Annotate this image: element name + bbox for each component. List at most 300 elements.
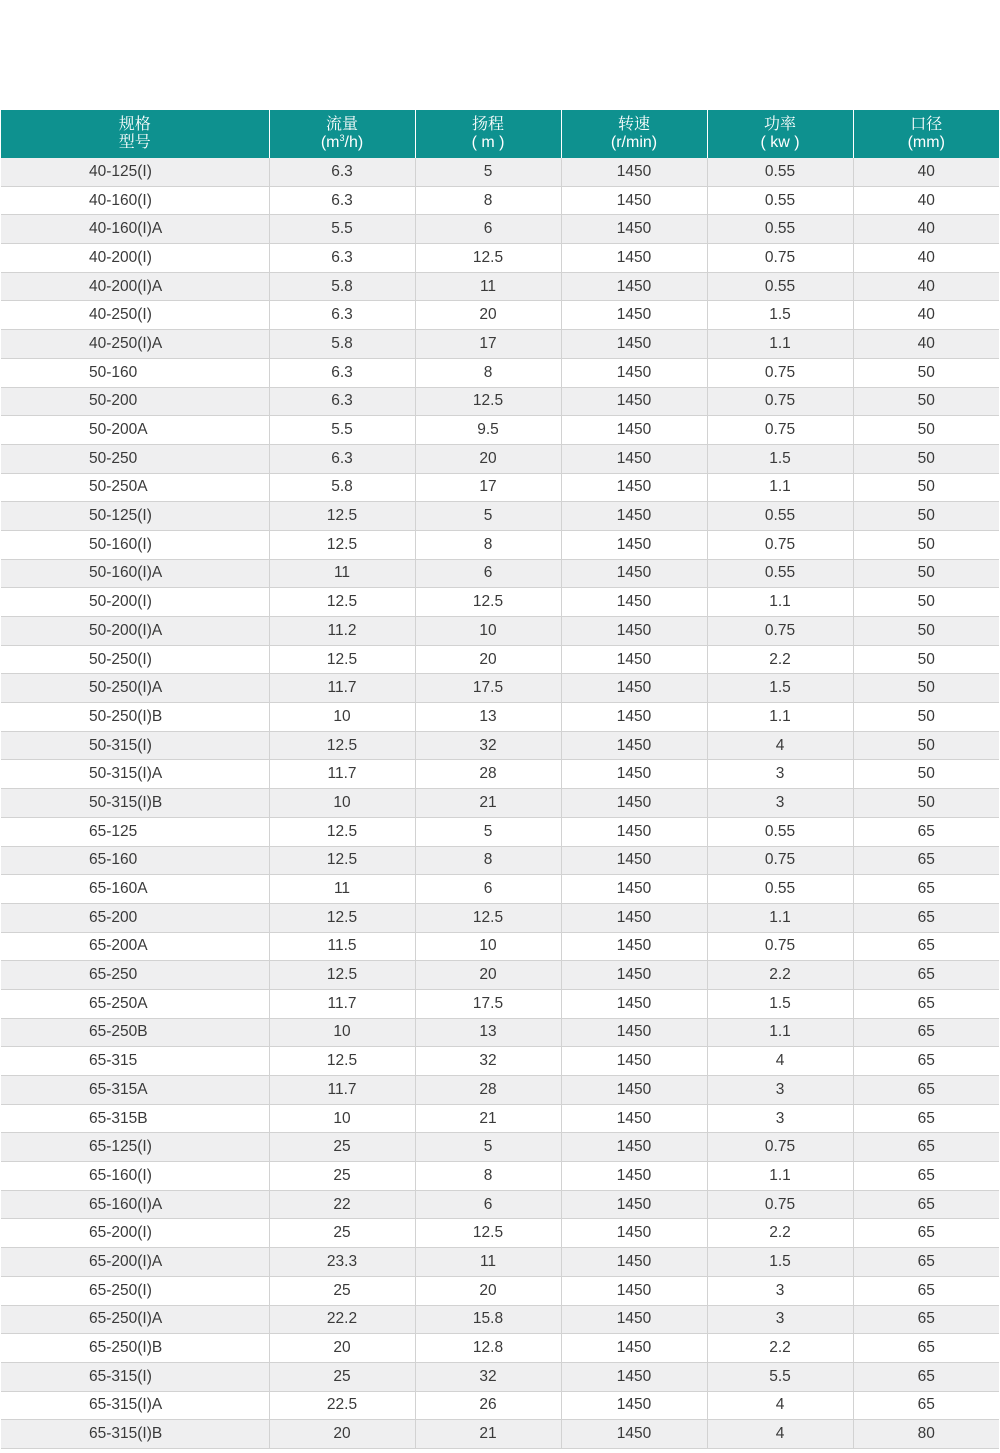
cell-diameter: 50: [853, 731, 999, 760]
cell-power: 0.55: [707, 817, 853, 846]
cell-flow: 10: [269, 1018, 415, 1047]
cell-model: 40-200(I)A: [1, 272, 269, 301]
cell-power: 0.55: [707, 875, 853, 904]
cell-head: 6: [415, 559, 561, 588]
table-row: [1, 559, 999, 588]
cell-diameter: 65: [853, 1219, 999, 1248]
cell-speed: 1450: [561, 244, 707, 273]
table-row: [1, 473, 999, 502]
cell-flow: 6.3: [269, 186, 415, 215]
cell-head: 6: [415, 215, 561, 244]
cell-model: 65-315(I): [1, 1362, 269, 1391]
cell-flow: 12.5: [269, 502, 415, 531]
cell-speed: 1450: [561, 1133, 707, 1162]
cell-power: 4: [707, 1391, 853, 1420]
table-row: [1, 932, 999, 961]
cell-diameter: 40: [853, 244, 999, 273]
table-header: [1, 110, 999, 158]
cell-flow: 5.5: [269, 215, 415, 244]
cell-power: 0.55: [707, 559, 853, 588]
cell-flow: 20: [269, 1334, 415, 1363]
cell-flow: 6.3: [269, 301, 415, 330]
cell-model: 50-250(I)B: [1, 703, 269, 732]
cell-flow: 11.7: [269, 674, 415, 703]
table-row: [1, 530, 999, 559]
cell-flow: 12.5: [269, 1047, 415, 1076]
header-power: 功率 ( kw ): [707, 110, 853, 158]
header-head: 扬程 ( m ): [415, 110, 561, 158]
cell-power: 3: [707, 1076, 853, 1105]
cell-power: 0.75: [707, 617, 853, 646]
cell-flow: 11: [269, 559, 415, 588]
cell-diameter: 50: [853, 588, 999, 617]
cell-head: 28: [415, 1076, 561, 1105]
cell-power: 0.55: [707, 272, 853, 301]
cell-diameter: 80: [853, 1420, 999, 1449]
cell-power: 1.1: [707, 330, 853, 359]
cell-power: 1.5: [707, 301, 853, 330]
cell-head: 21: [415, 789, 561, 818]
cell-flow: 25: [269, 1162, 415, 1191]
cell-flow: 5.5: [269, 416, 415, 445]
cell-diameter: 65: [853, 1276, 999, 1305]
cell-speed: 1450: [561, 1219, 707, 1248]
cell-model: 65-315A: [1, 1076, 269, 1105]
cell-model: 50-250(I)A: [1, 674, 269, 703]
cell-power: 0.75: [707, 530, 853, 559]
cell-diameter: 65: [853, 1334, 999, 1363]
cell-head: 12.5: [415, 903, 561, 932]
table-row: [1, 330, 999, 359]
cell-model: 65-250: [1, 961, 269, 990]
cell-head: 17: [415, 330, 561, 359]
cell-head: 5: [415, 1133, 561, 1162]
table-row: [1, 903, 999, 932]
cell-head: 12.5: [415, 387, 561, 416]
cell-head: 32: [415, 1047, 561, 1076]
cell-speed: 1450: [561, 416, 707, 445]
cell-flow: 20: [269, 1420, 415, 1449]
table-row: [1, 301, 999, 330]
cell-diameter: 65: [853, 1133, 999, 1162]
cell-diameter: 50: [853, 358, 999, 387]
cell-flow: 12.5: [269, 903, 415, 932]
table-row: [1, 1190, 999, 1219]
cell-head: 10: [415, 617, 561, 646]
cell-speed: 1450: [561, 158, 707, 186]
cell-diameter: 40: [853, 330, 999, 359]
table-body: [1, 158, 999, 1448]
cell-diameter: 40: [853, 301, 999, 330]
cell-diameter: 40: [853, 272, 999, 301]
table-row: [1, 846, 999, 875]
cell-head: 12.8: [415, 1334, 561, 1363]
cell-power: 1.1: [707, 1018, 853, 1047]
cell-speed: 1450: [561, 817, 707, 846]
cell-model: 50-250(I): [1, 645, 269, 674]
cell-diameter: 65: [853, 1391, 999, 1420]
cell-flow: 5.8: [269, 473, 415, 502]
cell-power: 0.75: [707, 1190, 853, 1219]
cell-power: 0.55: [707, 186, 853, 215]
cell-model: 50-250: [1, 444, 269, 473]
cell-flow: 11.2: [269, 617, 415, 646]
table-row: [1, 416, 999, 445]
cell-speed: 1450: [561, 272, 707, 301]
cell-power: 3: [707, 789, 853, 818]
cell-speed: 1450: [561, 1018, 707, 1047]
cell-diameter: 65: [853, 1076, 999, 1105]
table-row: [1, 1219, 999, 1248]
cell-diameter: 65: [853, 846, 999, 875]
cell-model: 40-125(I): [1, 158, 269, 186]
cell-model: 65-200: [1, 903, 269, 932]
cell-speed: 1450: [561, 1276, 707, 1305]
cell-flow: 11.5: [269, 932, 415, 961]
cell-power: 4: [707, 1047, 853, 1076]
cell-flow: 11.7: [269, 760, 415, 789]
cell-head: 8: [415, 1162, 561, 1191]
cell-head: 20: [415, 444, 561, 473]
cell-speed: 1450: [561, 588, 707, 617]
cell-head: 6: [415, 1190, 561, 1219]
cell-power: 0.75: [707, 416, 853, 445]
cell-head: 8: [415, 530, 561, 559]
cell-speed: 1450: [561, 530, 707, 559]
cell-model: 65-125: [1, 817, 269, 846]
cell-model: 50-160: [1, 358, 269, 387]
cell-power: 1.5: [707, 989, 853, 1018]
cell-diameter: 65: [853, 1248, 999, 1277]
cell-model: 50-160(I): [1, 530, 269, 559]
cell-model: 65-160(I): [1, 1162, 269, 1191]
cell-head: 5: [415, 158, 561, 186]
cell-head: 20: [415, 961, 561, 990]
cell-power: 1.1: [707, 588, 853, 617]
cell-speed: 1450: [561, 903, 707, 932]
cell-head: 8: [415, 846, 561, 875]
cell-diameter: 40: [853, 215, 999, 244]
cell-power: 0.75: [707, 932, 853, 961]
table-row: [1, 703, 999, 732]
cell-power: 0.75: [707, 387, 853, 416]
cell-flow: 25: [269, 1276, 415, 1305]
cell-model: 65-315: [1, 1047, 269, 1076]
cell-model: 40-250(I)A: [1, 330, 269, 359]
cell-model: 65-125(I): [1, 1133, 269, 1162]
table-row: [1, 1420, 999, 1449]
table-row: [1, 1104, 999, 1133]
cell-power: 4: [707, 1420, 853, 1449]
cell-diameter: 50: [853, 789, 999, 818]
cell-speed: 1450: [561, 186, 707, 215]
table-row: [1, 186, 999, 215]
table-row: [1, 961, 999, 990]
cell-head: 32: [415, 731, 561, 760]
cell-speed: 1450: [561, 846, 707, 875]
table-row: [1, 674, 999, 703]
cell-diameter: 65: [853, 989, 999, 1018]
cell-model: 40-200(I): [1, 244, 269, 273]
table-row: [1, 444, 999, 473]
cell-diameter: 65: [853, 1018, 999, 1047]
cell-flow: 22.2: [269, 1305, 415, 1334]
cell-head: 8: [415, 186, 561, 215]
cell-diameter: 50: [853, 502, 999, 531]
cell-diameter: 65: [853, 1362, 999, 1391]
cell-speed: 1450: [561, 502, 707, 531]
cell-diameter: 50: [853, 444, 999, 473]
cell-diameter: 50: [853, 473, 999, 502]
cell-flow: 12.5: [269, 645, 415, 674]
cell-head: 28: [415, 760, 561, 789]
cell-model: 50-200(I): [1, 588, 269, 617]
cell-flow: 25: [269, 1133, 415, 1162]
cell-speed: 1450: [561, 617, 707, 646]
cell-diameter: 50: [853, 530, 999, 559]
cell-speed: 1450: [561, 1162, 707, 1191]
cell-head: 13: [415, 703, 561, 732]
cell-head: 8: [415, 358, 561, 387]
cell-speed: 1450: [561, 1305, 707, 1334]
table-row: [1, 502, 999, 531]
cell-head: 11: [415, 272, 561, 301]
cell-flow: 11.7: [269, 989, 415, 1018]
header-model: 规格 型号: [1, 110, 269, 158]
cell-model: 50-250A: [1, 473, 269, 502]
cell-flow: 10: [269, 1104, 415, 1133]
table-row: [1, 272, 999, 301]
cell-speed: 1450: [561, 932, 707, 961]
cell-flow: 6.3: [269, 244, 415, 273]
table-row: [1, 731, 999, 760]
cell-power: 3: [707, 1276, 853, 1305]
cell-flow: 12.5: [269, 817, 415, 846]
cell-diameter: 65: [853, 1305, 999, 1334]
table-row: [1, 789, 999, 818]
cell-power: 4: [707, 731, 853, 760]
cell-model: 65-160(I)A: [1, 1190, 269, 1219]
cell-model: 65-250(I)A: [1, 1305, 269, 1334]
cell-flow: 25: [269, 1362, 415, 1391]
table-row: [1, 989, 999, 1018]
cell-head: 15.8: [415, 1305, 561, 1334]
cell-flow: 22.5: [269, 1391, 415, 1420]
cell-speed: 1450: [561, 1104, 707, 1133]
cell-model: 50-200A: [1, 416, 269, 445]
cell-head: 11: [415, 1248, 561, 1277]
table-row: [1, 760, 999, 789]
cell-power: 3: [707, 1305, 853, 1334]
cell-speed: 1450: [561, 1420, 707, 1449]
cell-model: 65-160A: [1, 875, 269, 904]
cell-speed: 1450: [561, 387, 707, 416]
cell-flow: 11.7: [269, 1076, 415, 1105]
cell-power: 0.75: [707, 358, 853, 387]
table-row: [1, 1047, 999, 1076]
cell-model: 65-250A: [1, 989, 269, 1018]
cell-diameter: 50: [853, 387, 999, 416]
cell-flow: 10: [269, 789, 415, 818]
cell-head: 12.5: [415, 588, 561, 617]
cell-power: 0.55: [707, 215, 853, 244]
cell-speed: 1450: [561, 215, 707, 244]
cell-flow: 23.3: [269, 1248, 415, 1277]
table-row: [1, 387, 999, 416]
cell-model: 40-160(I)A: [1, 215, 269, 244]
header-diameter: 口径 (mm): [853, 110, 999, 158]
cell-flow: 5.8: [269, 272, 415, 301]
cell-flow: 10: [269, 703, 415, 732]
table-row: [1, 1334, 999, 1363]
table-row: [1, 1162, 999, 1191]
cell-speed: 1450: [561, 1334, 707, 1363]
cell-flow: 12.5: [269, 961, 415, 990]
header-flow: 流量 $(m^3/h)$: [269, 110, 415, 158]
cell-diameter: 50: [853, 645, 999, 674]
cell-power: 3: [707, 1104, 853, 1133]
cell-speed: 1450: [561, 330, 707, 359]
cell-speed: 1450: [561, 731, 707, 760]
cell-diameter: 65: [853, 1190, 999, 1219]
cell-diameter: 65: [853, 875, 999, 904]
cell-head: 20: [415, 1276, 561, 1305]
table-row: [1, 1391, 999, 1420]
cell-speed: 1450: [561, 875, 707, 904]
table-row: [1, 244, 999, 273]
table-row: [1, 1276, 999, 1305]
cell-speed: 1450: [561, 559, 707, 588]
cell-model: 40-160(I): [1, 186, 269, 215]
cell-model: 65-250(I): [1, 1276, 269, 1305]
cell-model: 50-315(I)A: [1, 760, 269, 789]
cell-model: 65-315B: [1, 1104, 269, 1133]
cell-model: 65-315(I)A: [1, 1391, 269, 1420]
cell-diameter: 65: [853, 1104, 999, 1133]
cell-flow: 25: [269, 1219, 415, 1248]
cell-power: 1.5: [707, 1248, 853, 1277]
cell-flow: 12.5: [269, 530, 415, 559]
cell-flow: 5.8: [269, 330, 415, 359]
header-speed: 转速 (r/min): [561, 110, 707, 158]
table-row: [1, 358, 999, 387]
table-row: [1, 158, 999, 186]
cell-flow: 6.3: [269, 444, 415, 473]
cell-head: 26: [415, 1391, 561, 1420]
cell-flow: 6.3: [269, 358, 415, 387]
cell-speed: 1450: [561, 674, 707, 703]
cell-diameter: 65: [853, 817, 999, 846]
cell-model: 65-200(I)A: [1, 1248, 269, 1277]
cell-speed: 1450: [561, 760, 707, 789]
cell-speed: 1450: [561, 645, 707, 674]
cell-power: 5.5: [707, 1362, 853, 1391]
cell-head: 17.5: [415, 989, 561, 1018]
cell-speed: 1450: [561, 358, 707, 387]
cell-power: 1.1: [707, 903, 853, 932]
cell-diameter: 50: [853, 760, 999, 789]
cell-head: 32: [415, 1362, 561, 1391]
cell-diameter: 40: [853, 158, 999, 186]
cell-flow: 6.3: [269, 158, 415, 186]
cell-diameter: 50: [853, 559, 999, 588]
cell-flow: 6.3: [269, 387, 415, 416]
table-row: [1, 215, 999, 244]
cell-head: 20: [415, 645, 561, 674]
cell-model: 40-250(I): [1, 301, 269, 330]
cell-model: 65-315(I)B: [1, 1420, 269, 1449]
cell-power: 2.2: [707, 645, 853, 674]
cell-head: 17.5: [415, 674, 561, 703]
cell-power: 1.5: [707, 444, 853, 473]
cell-power: 1.1: [707, 703, 853, 732]
cell-power: 0.55: [707, 158, 853, 186]
cell-power: 2.2: [707, 1334, 853, 1363]
pump-spec-table: [1, 110, 999, 1449]
cell-flow: 12.5: [269, 846, 415, 875]
cell-diameter: 65: [853, 932, 999, 961]
cell-diameter: 50: [853, 617, 999, 646]
cell-flow: 12.5: [269, 588, 415, 617]
cell-speed: 1450: [561, 1362, 707, 1391]
cell-head: 10: [415, 932, 561, 961]
cell-diameter: 65: [853, 961, 999, 990]
table-row: [1, 1248, 999, 1277]
cell-speed: 1450: [561, 444, 707, 473]
cell-model: 65-200(I): [1, 1219, 269, 1248]
cell-model: 65-200A: [1, 932, 269, 961]
cell-power: 0.75: [707, 846, 853, 875]
cell-head: 6: [415, 875, 561, 904]
cell-speed: 1450: [561, 1391, 707, 1420]
cell-model: 65-250(I)B: [1, 1334, 269, 1363]
cell-head: 5: [415, 502, 561, 531]
table-row: [1, 875, 999, 904]
cell-flow: 11: [269, 875, 415, 904]
cell-speed: 1450: [561, 1248, 707, 1277]
cell-power: 0.75: [707, 244, 853, 273]
cell-head: 21: [415, 1104, 561, 1133]
cell-flow: 22: [269, 1190, 415, 1219]
table-row: [1, 1076, 999, 1105]
header-row: [1, 110, 999, 158]
cell-diameter: 65: [853, 903, 999, 932]
cell-model: 50-200(I)A: [1, 617, 269, 646]
cell-head: 13: [415, 1018, 561, 1047]
cell-head: 17: [415, 473, 561, 502]
cell-power: 2.2: [707, 1219, 853, 1248]
cell-model: 50-315(I): [1, 731, 269, 760]
cell-head: 21: [415, 1420, 561, 1449]
cell-model: 50-315(I)B: [1, 789, 269, 818]
table-row: [1, 645, 999, 674]
table-row: [1, 1133, 999, 1162]
cell-diameter: 40: [853, 186, 999, 215]
cell-speed: 1450: [561, 703, 707, 732]
cell-power: 3: [707, 760, 853, 789]
table-row: [1, 1362, 999, 1391]
cell-speed: 1450: [561, 301, 707, 330]
cell-model: 50-125(I): [1, 502, 269, 531]
cell-power: 1.5: [707, 674, 853, 703]
table-row: [1, 1018, 999, 1047]
cell-power: 1.1: [707, 473, 853, 502]
cell-model: 65-250B: [1, 1018, 269, 1047]
cell-diameter: 65: [853, 1047, 999, 1076]
cell-speed: 1450: [561, 789, 707, 818]
cell-model: 65-160: [1, 846, 269, 875]
cell-power: 0.55: [707, 502, 853, 531]
